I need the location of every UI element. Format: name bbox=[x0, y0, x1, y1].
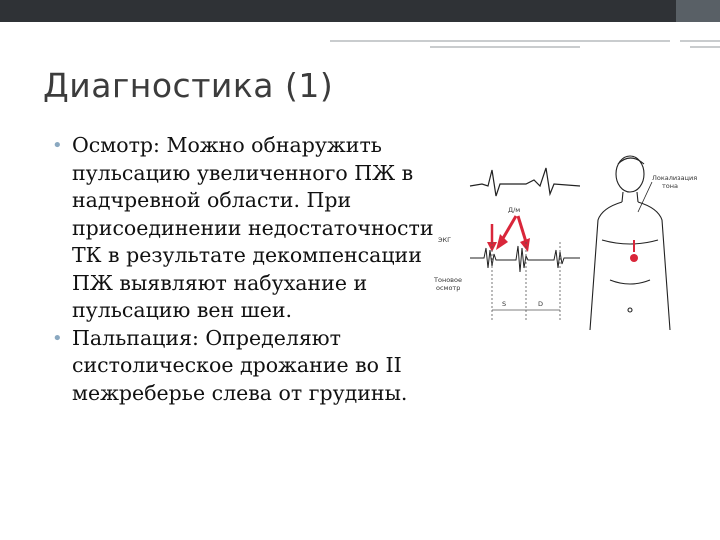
auscult-label: Локализация bbox=[652, 174, 698, 182]
bullet-icon: • bbox=[52, 327, 63, 349]
red-arrow bbox=[518, 216, 526, 242]
bullet-text: Пальпация: Определяют систолическое дрожание во II межреберье слева от грудины. bbox=[72, 325, 408, 405]
decorative-line bbox=[690, 46, 720, 48]
phono-label: Тоновое bbox=[434, 276, 462, 284]
diastole-label: D bbox=[538, 300, 544, 308]
ecg-label: ЭКГ bbox=[438, 236, 452, 244]
phono-trace bbox=[470, 246, 580, 272]
phono-label: осмотр bbox=[436, 284, 461, 292]
red-arrow-head bbox=[496, 234, 508, 250]
decorative-line bbox=[330, 40, 670, 42]
auscult-label: тона bbox=[662, 182, 678, 190]
bullet-text: Осмотр: Можно обнаружить пульсацию увеличенного ПЖ в надчревной области. При присоединении недостаточности ТК в результате декомпенсации ПЖ выявляют набухание и пульсацию вен шеи. bbox=[72, 133, 434, 322]
pulsation-illustration bbox=[430, 150, 710, 340]
bullet-item bbox=[52, 132, 452, 325]
ecg-trace bbox=[470, 168, 580, 196]
decorative-line bbox=[680, 40, 720, 42]
decorative-line bbox=[430, 46, 580, 48]
arrow-label: Д/м bbox=[508, 206, 521, 214]
red-arrow bbox=[502, 216, 516, 240]
bullet-item bbox=[52, 325, 452, 408]
bullet-list bbox=[52, 132, 452, 407]
top-bar bbox=[0, 0, 720, 22]
bullet-icon: • bbox=[52, 135, 63, 156]
systole-label: S bbox=[502, 300, 507, 308]
slide-title: Диагностика (1) bbox=[43, 66, 334, 105]
top-bar-accent bbox=[676, 0, 720, 22]
patient-figure bbox=[590, 156, 670, 330]
